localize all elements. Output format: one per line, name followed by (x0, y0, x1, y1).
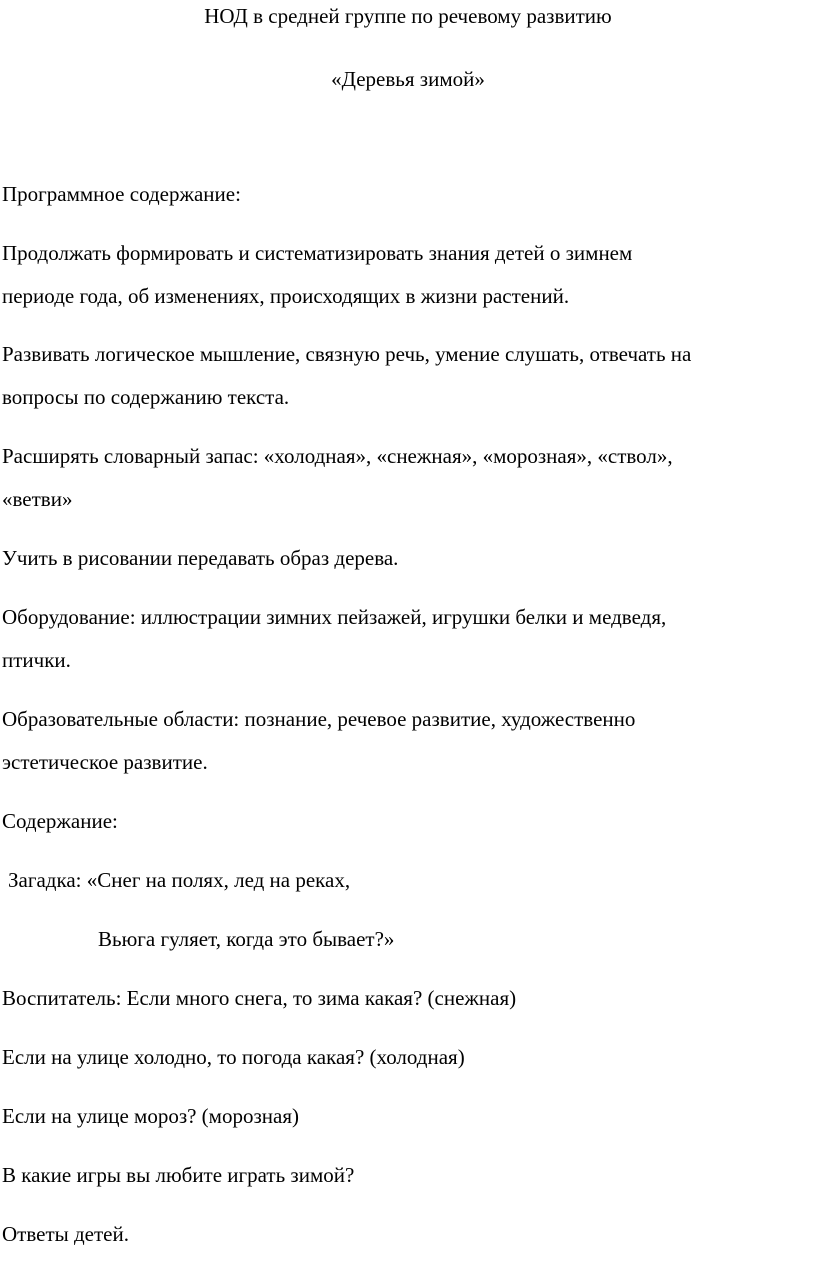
teacher-question-3: Если на улице мороз? (морозная) (2, 1104, 299, 1128)
program-paragraph-3-line-2: «ветви» (2, 487, 73, 511)
content-heading: Содержание: (2, 809, 118, 833)
children-answers: Ответы детей. (2, 1222, 129, 1246)
equipment-line-2: птички. (2, 648, 71, 672)
program-paragraph-1-line-2: периоде года, об изменениях, происходящих в жизни растений. (2, 284, 570, 308)
riddle-line-2: Вьюга гуляет, когда это бывает?» (98, 927, 395, 951)
title-line-2: «Деревья зимой» (331, 67, 485, 91)
educational-areas-line-1: Образовательные области: познание, речевое развитие, художественно (2, 707, 636, 731)
program-heading: Программное содержание: (2, 182, 241, 206)
equipment-line-1: Оборудование: иллюстрации зимних пейзажей, игрушки белки и медведя, (2, 605, 667, 629)
teacher-question-1: Воспитатель: Если много снега, то зима какая? (снежная) (2, 986, 517, 1010)
riddle-line-1: Загадка: «Снег на полях, лед на реках, (8, 868, 351, 892)
program-paragraph-3-line-1: Расширять словарный запас: «холодная», «снежная», «морозная», «ствол», (2, 444, 673, 468)
program-paragraph-1-line-1: Продолжать формировать и систематизировать знания детей о зимнем (2, 241, 633, 265)
teacher-question-2: Если на улице холодно, то погода какая? (холодная) (2, 1045, 465, 1069)
educational-areas-line-2: эстетическое развитие. (2, 750, 208, 774)
title-line-1: НОД в средней группе по речевому развитию (204, 4, 612, 28)
teacher-question-4: В какие игры вы любите играть зимой? (2, 1163, 355, 1187)
program-paragraph-2-line-2: вопросы по содержанию текста. (2, 385, 290, 409)
program-paragraph-2-line-1: Развивать логическое мышление, связную речь, умение слушать, отвечать на (2, 342, 692, 366)
program-paragraph-4: Учить в рисовании передавать образ дерева. (2, 546, 399, 570)
